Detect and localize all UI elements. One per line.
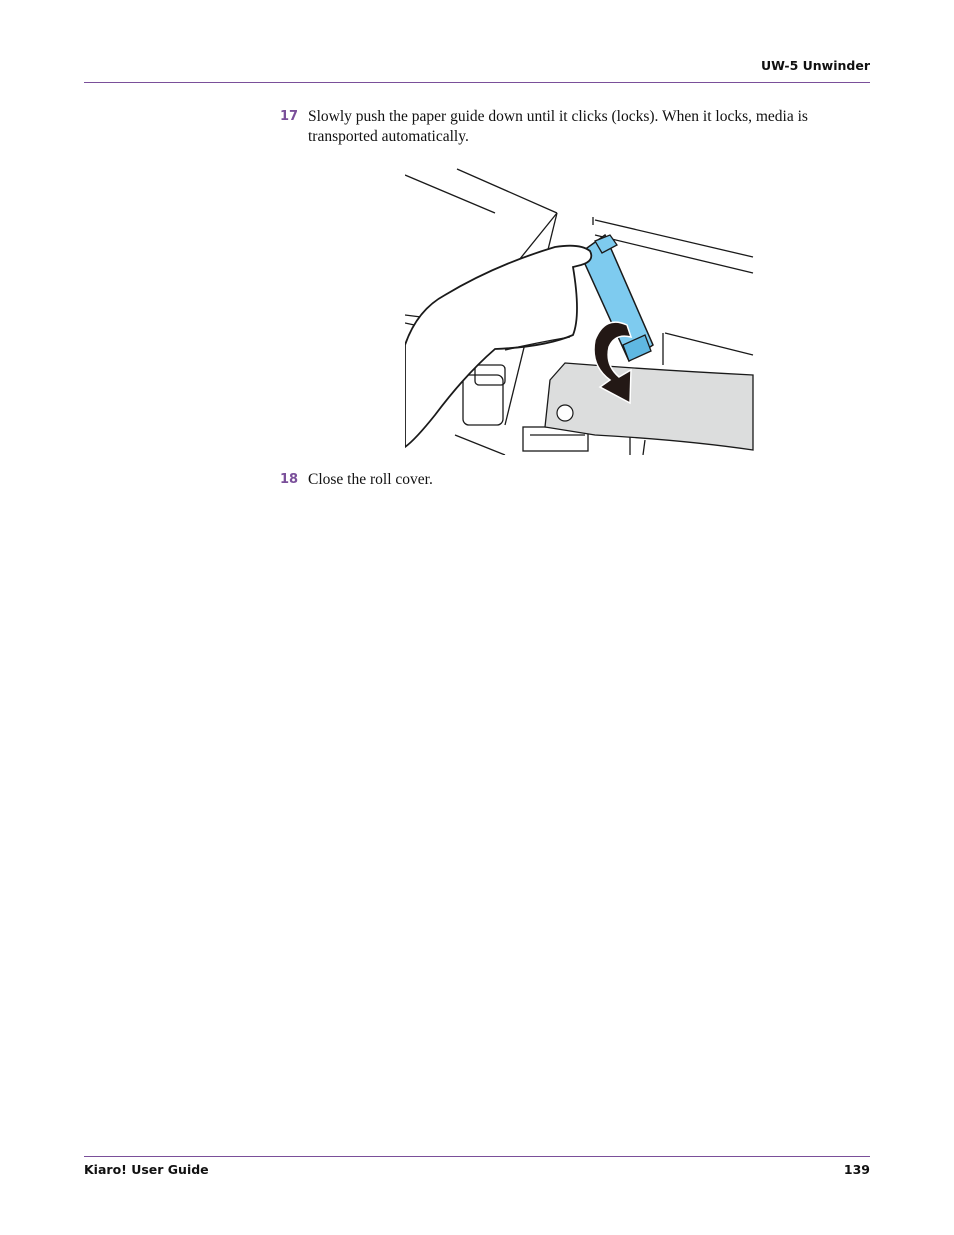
step-text: Close the roll cover. — [308, 471, 433, 488]
header-section-title: UW-5 Unwinder — [761, 58, 870, 73]
media-sheet-icon — [545, 363, 753, 450]
footer-book-title: Kiaro! User Guide — [84, 1162, 209, 1177]
step-18 — [280, 470, 870, 490]
step-number: 18 — [280, 472, 299, 487]
paper-guide-illustration — [405, 165, 755, 455]
step-number: 17 — [280, 109, 299, 124]
step-text: Slowly push the paper guide down until it clicks (locks). When it locks, media is transported automatically. — [308, 108, 808, 145]
footer-rule — [84, 1156, 870, 1157]
footer-page-number: 139 — [843, 1162, 870, 1177]
step-17 — [280, 107, 870, 147]
header-rule — [84, 82, 870, 83]
